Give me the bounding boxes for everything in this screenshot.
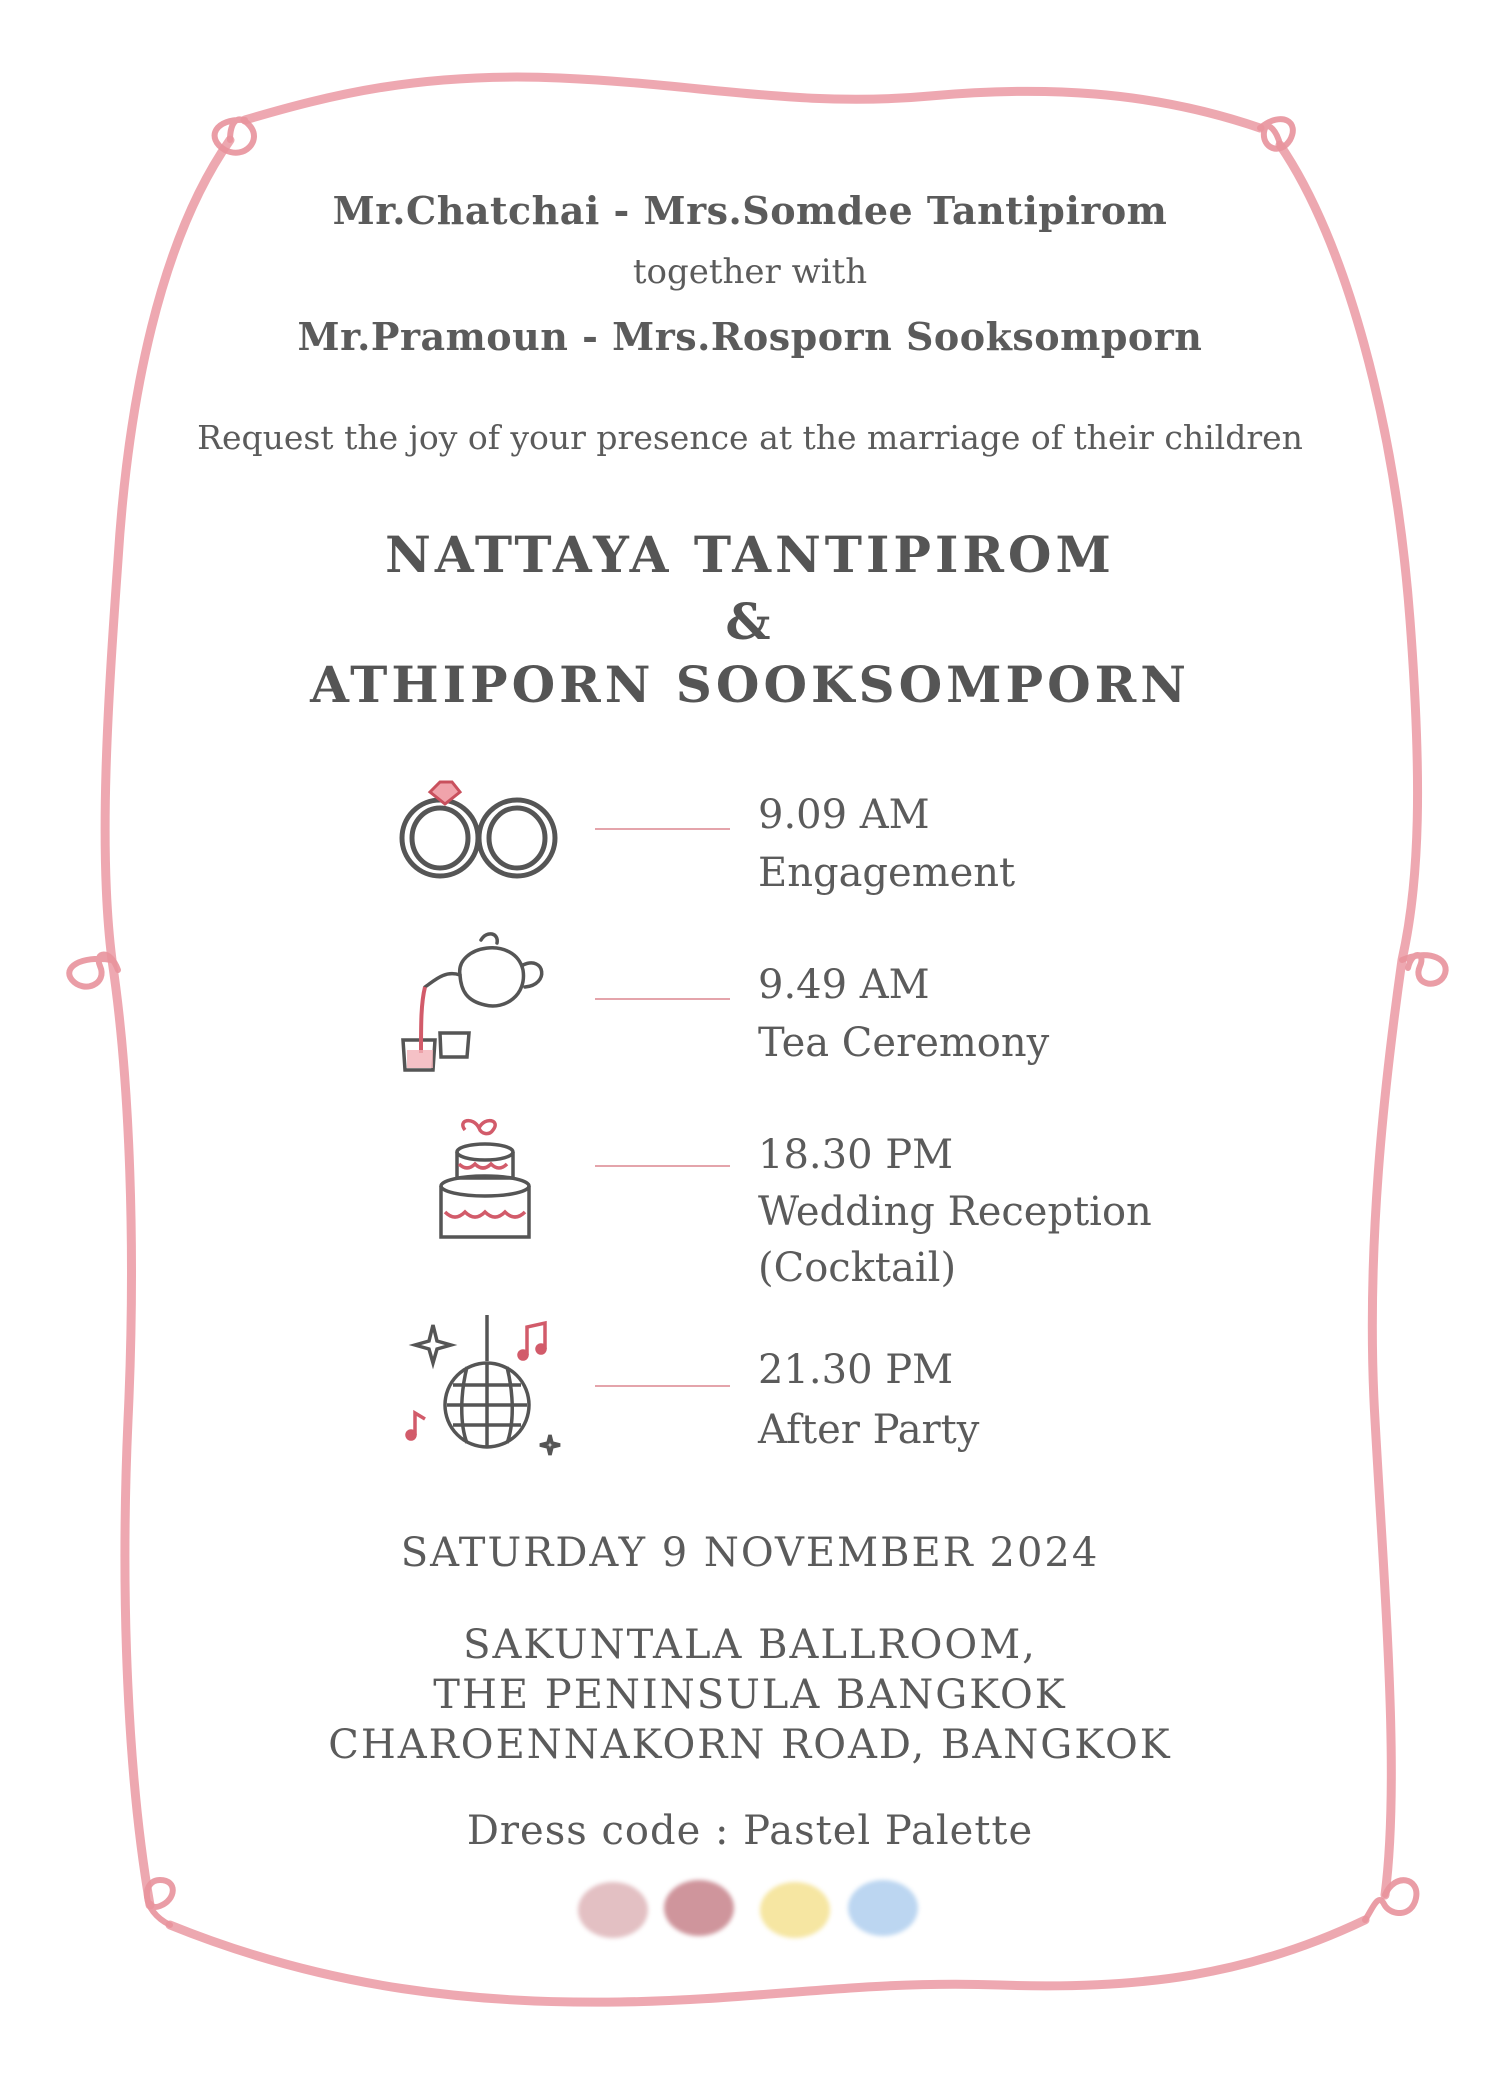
host-parents-line-1: Mr.Chatchai - Mrs.Somdee Tantipirom xyxy=(332,188,1168,233)
rings-icon xyxy=(392,770,567,885)
ampersand: & xyxy=(725,592,775,651)
connector-line xyxy=(595,998,730,1000)
connector-line xyxy=(595,1385,730,1387)
event-time: 9.49 AM xyxy=(758,962,930,1008)
palette-swatch-baby-blue xyxy=(848,1880,918,1936)
event-date: SATURDAY 9 NOVEMBER 2024 xyxy=(400,1530,1100,1576)
schedule-item-tea-ceremony xyxy=(0,925,1500,1085)
event-name: Tea Ceremony xyxy=(758,1020,1050,1066)
schedule-item-wedding-reception xyxy=(0,1112,1500,1291)
connector-line xyxy=(595,828,730,830)
event-name: Engagement xyxy=(758,850,1016,896)
event-name: Wedding Reception xyxy=(758,1189,1152,1235)
together-with-text: together with xyxy=(632,252,868,292)
connector-line xyxy=(595,1165,730,1167)
host-parents-line-2: Mr.Pramoun - Mrs.Rosporn Sooksomporn xyxy=(297,314,1203,359)
cake-icon xyxy=(435,1112,535,1247)
groom-name: ATHIPORN SOOKSOMPORN xyxy=(310,655,1190,714)
palette-swatch-butter-yellow xyxy=(760,1882,830,1938)
teapot-icon xyxy=(395,925,555,1075)
venue-line-3: CHAROENNAKORN ROAD, BANGKOK xyxy=(328,1722,1172,1768)
event-time: 18.30 PM xyxy=(758,1132,954,1178)
invitation-request-text: Request the joy of your presence at the marriage of their children xyxy=(197,418,1303,457)
dress-code-text: Dress code : Pastel Palette xyxy=(466,1808,1034,1854)
palette-swatch-rose xyxy=(664,1880,734,1936)
schedule-item-after-party xyxy=(0,1315,1500,1475)
event-time: 9.09 AM xyxy=(758,792,930,838)
schedule-item-engagement xyxy=(0,770,1500,930)
event-time: 21.30 PM xyxy=(758,1347,954,1393)
palette-swatch-dusty-pink xyxy=(578,1882,648,1938)
venue-line-2: THE PENINSULA BANGKOK xyxy=(433,1672,1067,1718)
bride-name: NATTAYA TANTIPIROM xyxy=(385,525,1115,584)
disco-ball-icon xyxy=(405,1315,565,1465)
venue-line-1: SAKUNTALA BALLROOM, xyxy=(463,1622,1037,1668)
event-name-note: (Cocktail) xyxy=(758,1245,957,1291)
event-name: After Party xyxy=(758,1407,980,1453)
